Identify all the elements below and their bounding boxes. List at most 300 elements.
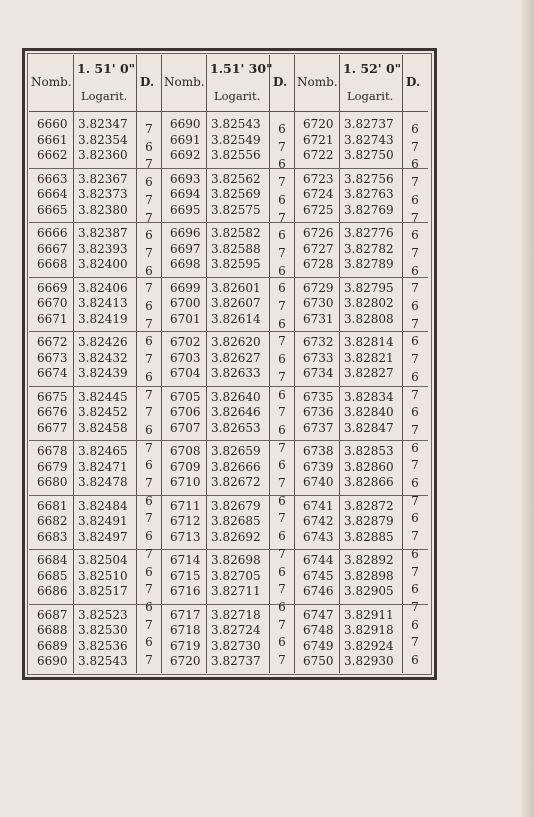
table-number: 6722 (303, 148, 334, 162)
difference-value: 6 (278, 635, 286, 650)
table-logarithm: 3.82556 (211, 148, 261, 162)
table-number: 6750 (303, 654, 334, 668)
column-rule (339, 55, 340, 673)
table-number: 6700 (170, 296, 201, 310)
difference-header: D. (140, 75, 155, 89)
difference-value: 7 (278, 476, 286, 490)
difference-value: 7 (278, 369, 286, 384)
table-logarithm: 3.82393 (78, 241, 128, 256)
difference-value: 6 (278, 564, 286, 579)
difference-value: 6 (278, 192, 286, 207)
difference-value: 6 (411, 653, 419, 667)
difference-header: D. (273, 75, 288, 89)
difference-value: 7 (411, 529, 419, 544)
table-logarithm: 3.82892 (344, 553, 394, 567)
group-rule (295, 277, 428, 278)
table-logarithm: 3.82595 (211, 257, 261, 271)
table-logarithm: 3.82679 (211, 498, 261, 513)
table-number: 6669 (37, 280, 68, 295)
table-logarithm: 3.82504 (78, 553, 128, 567)
difference-value: 6 (145, 422, 153, 437)
table-logarithm: 3.82601 (211, 280, 261, 295)
table-logarithm: 3.82872 (344, 498, 394, 513)
column-rule (402, 55, 403, 673)
difference-value: 7 (411, 316, 419, 331)
table-logarithm: 3.82569 (211, 187, 261, 201)
table-number: 6714 (170, 553, 201, 567)
difference-value: 6 (411, 299, 419, 313)
table-logarithm: 3.82814 (344, 335, 394, 349)
table-number: 6704 (170, 366, 201, 380)
table-number: 6661 (37, 132, 68, 147)
table-number: 6693 (170, 171, 201, 186)
table-number: 6707 (170, 420, 201, 435)
difference-value: 6 (145, 263, 153, 278)
header-rule (295, 111, 428, 112)
table-number: 6747 (303, 607, 334, 622)
difference-value: 7 (145, 440, 153, 455)
difference-value: 7 (278, 546, 286, 561)
page-binding-edge (522, 0, 534, 817)
table-logarithm: 3.82821 (344, 350, 394, 365)
table-logarithm: 3.82646 (211, 405, 261, 419)
table-number: 6687 (37, 607, 68, 622)
table-logarithm: 3.82445 (78, 389, 128, 404)
table-number: 6686 (37, 584, 68, 598)
difference-value: 7 (411, 139, 419, 154)
difference-value: 7 (411, 387, 419, 402)
table-logarithm: 3.82763 (344, 187, 394, 201)
table-logarithm: 3.82911 (344, 607, 394, 622)
table-logarithm: 3.82627 (211, 350, 261, 365)
table-block (29, 55, 162, 673)
table-logarithm: 3.82575 (211, 202, 261, 217)
table-number: 6676 (37, 405, 68, 419)
difference-value: 6 (278, 422, 286, 437)
table-logarithm: 3.82750 (344, 148, 394, 162)
table-number: 6715 (170, 568, 201, 583)
table-number: 6701 (170, 311, 201, 326)
table-logarithm: 3.82530 (78, 623, 128, 637)
table-logarithm: 3.82724 (211, 623, 261, 637)
table-number: 6689 (37, 638, 68, 653)
table-logarithm: 3.82562 (211, 171, 261, 186)
table-number: 6677 (37, 420, 68, 435)
table-number: 6743 (303, 529, 334, 544)
difference-value: 6 (278, 458, 286, 473)
difference-value: 6 (411, 440, 419, 455)
table-logarithm: 3.82730 (211, 638, 261, 653)
table-number: 6667 (37, 241, 68, 256)
difference-value: 6 (411, 228, 419, 243)
table-logarithm: 3.82497 (78, 529, 128, 544)
table-number: 6668 (37, 257, 68, 271)
difference-value: 7 (278, 245, 286, 260)
table-number: 6729 (303, 280, 334, 295)
table-number: 6726 (303, 226, 334, 240)
table-logarithm: 3.82536 (78, 638, 128, 653)
difference-value: 7 (278, 299, 286, 313)
table-number: 6665 (37, 202, 68, 217)
difference-value: 7 (278, 582, 286, 597)
column-rule (269, 55, 270, 673)
difference-value: 7 (145, 316, 153, 331)
table-number: 6683 (37, 529, 68, 544)
difference-value: 7 (411, 564, 419, 579)
group-rule (295, 386, 428, 387)
difference-value: 7 (411, 493, 419, 508)
table-number: 6712 (170, 514, 201, 528)
table-number: 6711 (170, 498, 201, 513)
table-logarithm: 3.82633 (211, 366, 261, 380)
table-logarithm: 3.82607 (211, 296, 261, 310)
table-logarithm: 3.82588 (211, 241, 261, 256)
difference-value: 7 (145, 653, 153, 667)
table-logarithm: 3.82640 (211, 389, 261, 404)
group-rule (162, 277, 295, 278)
table-number: 6691 (170, 132, 201, 147)
table-logarithm: 3.82582 (211, 226, 261, 240)
table-number: 6694 (170, 187, 201, 201)
table-number: 6671 (37, 311, 68, 326)
difference-value: 7 (145, 405, 153, 420)
table-logarithm: 3.82614 (211, 311, 261, 326)
table-logarithm: 3.82924 (344, 638, 394, 653)
logarithm-header: Logarit. (347, 89, 394, 103)
table-number: 6702 (170, 335, 201, 349)
table-number: 6713 (170, 529, 201, 544)
difference-value: 6 (411, 334, 419, 349)
arc-header: 1. 52' 0" (343, 61, 402, 76)
difference-value: 6 (145, 299, 153, 313)
difference-value: 6 (145, 493, 153, 508)
table-logarithm: 3.82360 (78, 148, 128, 162)
difference-value: 7 (145, 511, 153, 526)
nomb-header: Nomb. (31, 75, 72, 89)
difference-value: 6 (145, 175, 153, 190)
table-number: 6670 (37, 296, 68, 310)
table-number: 6735 (303, 389, 334, 404)
table-logarithm: 3.82510 (78, 568, 128, 583)
table-logarithm: 3.82543 (78, 654, 128, 668)
column-rule (206, 55, 207, 673)
table-logarithm: 3.82718 (211, 607, 261, 622)
table-logarithm: 3.82737 (211, 654, 261, 668)
difference-value: 6 (411, 511, 419, 526)
difference-value: 7 (278, 511, 286, 526)
difference-value: 7 (278, 405, 286, 420)
arc-header: 1. 51' 0" (77, 61, 136, 76)
table-logarithm: 3.82930 (344, 654, 394, 668)
table-number: 6737 (303, 420, 334, 435)
table-logarithm: 3.82827 (344, 366, 394, 380)
table-logarithm: 3.82387 (78, 226, 128, 240)
table-number: 6672 (37, 335, 68, 349)
table-logarithm: 3.82698 (211, 553, 261, 567)
difference-value: 6 (145, 635, 153, 650)
difference-value: 7 (145, 157, 153, 172)
table-logarithm: 3.82653 (211, 420, 261, 435)
table-number: 6749 (303, 638, 334, 653)
table-number: 6740 (303, 475, 334, 489)
table-logarithm: 3.82400 (78, 257, 128, 271)
table-number: 6746 (303, 584, 334, 598)
table-logarithm: 3.82853 (344, 444, 394, 458)
table-logarithm: 3.82478 (78, 475, 128, 489)
table-logarithm: 3.82517 (78, 584, 128, 598)
table-logarithm: 3.82808 (344, 311, 394, 326)
column-rule (73, 55, 74, 673)
difference-value: 7 (278, 440, 286, 455)
difference-value: 6 (278, 263, 286, 278)
difference-value: 7 (411, 599, 419, 614)
table-logarithm: 3.82543 (211, 117, 261, 131)
table-logarithm: 3.82776 (344, 226, 394, 240)
table-logarithm: 3.82743 (344, 132, 394, 147)
table-logarithm: 3.82620 (211, 335, 261, 349)
group-rule (29, 277, 162, 278)
table-number: 6680 (37, 475, 68, 489)
table-logarithm: 3.82439 (78, 366, 128, 380)
table-number: 6685 (37, 568, 68, 583)
table-number: 6742 (303, 514, 334, 528)
difference-header: D. (406, 75, 421, 89)
table-number: 6706 (170, 405, 201, 419)
difference-value: 6 (411, 582, 419, 597)
difference-value: 7 (411, 281, 419, 296)
table-number: 6748 (303, 623, 334, 637)
table-logarithm: 3.82685 (211, 514, 261, 528)
logarithm-header: Logarit. (81, 89, 128, 103)
table-number: 6736 (303, 405, 334, 419)
table-logarithm: 3.82419 (78, 311, 128, 326)
difference-value: 7 (278, 210, 286, 225)
difference-value: 6 (411, 476, 419, 490)
table-logarithm: 3.82885 (344, 529, 394, 544)
table-number: 6709 (170, 459, 201, 474)
table-number: 6720 (170, 654, 201, 668)
difference-value: 6 (145, 564, 153, 579)
table-logarithm: 3.82426 (78, 335, 128, 349)
group-rule (162, 386, 295, 387)
table-logarithm: 3.82659 (211, 444, 261, 458)
table-number: 6705 (170, 389, 201, 404)
table-number: 6662 (37, 148, 68, 162)
table-number: 6697 (170, 241, 201, 256)
difference-value: 6 (145, 458, 153, 473)
table-logarithm: 3.82347 (78, 117, 128, 131)
table-number: 6731 (303, 311, 334, 326)
difference-value: 6 (278, 157, 286, 172)
column-rule (136, 55, 137, 673)
table-number: 6720 (303, 117, 334, 131)
table-number: 6732 (303, 335, 334, 349)
table-logarithm: 3.82789 (344, 257, 394, 271)
difference-value: 6 (145, 139, 153, 154)
table-number: 6744 (303, 553, 334, 567)
difference-value: 7 (145, 122, 153, 136)
difference-value: 7 (411, 210, 419, 225)
difference-value: 6 (145, 369, 153, 384)
table-number: 6699 (170, 280, 201, 295)
table-number: 6682 (37, 514, 68, 528)
table-logarithm: 3.82834 (344, 389, 394, 404)
difference-value: 6 (411, 263, 419, 278)
difference-value: 6 (145, 529, 153, 544)
table-logarithm: 3.82847 (344, 420, 394, 435)
difference-value: 7 (145, 617, 153, 632)
table-number: 6684 (37, 553, 68, 567)
difference-value: 6 (145, 599, 153, 614)
table-number: 6710 (170, 475, 201, 489)
difference-value: 7 (411, 422, 419, 437)
difference-value: 6 (411, 405, 419, 420)
nomb-header: Nomb. (164, 75, 205, 89)
table-number: 6716 (170, 584, 201, 598)
table-number: 6725 (303, 202, 334, 217)
difference-value: 6 (145, 334, 153, 349)
table-number: 6660 (37, 117, 68, 131)
table-number: 6739 (303, 459, 334, 474)
table-logarithm: 3.82432 (78, 350, 128, 365)
difference-value: 7 (145, 387, 153, 402)
table-number: 6734 (303, 366, 334, 380)
table-logarithm: 3.82380 (78, 202, 128, 217)
table-logarithm: 3.82484 (78, 498, 128, 513)
table-logarithm: 3.82465 (78, 444, 128, 458)
table-logarithm: 3.82802 (344, 296, 394, 310)
table-logarithm: 3.82795 (344, 280, 394, 295)
table-number: 6688 (37, 623, 68, 637)
arc-header: 1.51' 30" (210, 61, 273, 76)
difference-value: 6 (411, 192, 419, 207)
difference-value: 6 (411, 617, 419, 632)
table-number: 6666 (37, 226, 68, 240)
table-number: 6728 (303, 257, 334, 271)
difference-value: 7 (145, 192, 153, 207)
table-number: 6724 (303, 187, 334, 201)
difference-value: 6 (411, 157, 419, 172)
table-logarithm: 3.82898 (344, 568, 394, 583)
table-number: 6727 (303, 241, 334, 256)
difference-value: 7 (411, 635, 419, 650)
table-logarithm: 3.82737 (344, 117, 394, 131)
difference-value: 6 (278, 529, 286, 544)
logarithm-header: Logarit. (214, 89, 261, 103)
difference-value: 7 (278, 139, 286, 154)
group-rule (295, 331, 428, 332)
difference-value: 7 (278, 334, 286, 349)
table-number: 6690 (37, 654, 68, 668)
table-number: 6723 (303, 171, 334, 186)
table-logarithm: 3.82840 (344, 405, 394, 419)
difference-value: 7 (411, 245, 419, 260)
table-logarithm: 3.82692 (211, 529, 261, 544)
table-number: 6708 (170, 444, 201, 458)
difference-value: 7 (411, 458, 419, 473)
table-number: 6733 (303, 350, 334, 365)
table-block (295, 55, 428, 673)
difference-value: 7 (145, 245, 153, 260)
table-number: 6719 (170, 638, 201, 653)
table-logarithm: 3.82705 (211, 568, 261, 583)
table-logarithm: 3.82672 (211, 475, 261, 489)
table-number: 6703 (170, 350, 201, 365)
table-number: 6696 (170, 226, 201, 240)
difference-value: 7 (411, 352, 419, 367)
table-logarithm: 3.82756 (344, 171, 394, 186)
table-logarithm: 3.82452 (78, 405, 128, 419)
nomb-header: Nomb. (297, 75, 338, 89)
table-number: 6698 (170, 257, 201, 271)
table-number: 6664 (37, 187, 68, 201)
logarithm-table (22, 48, 437, 680)
difference-value: 7 (145, 210, 153, 225)
table-logarithm: 3.82491 (78, 514, 128, 528)
difference-value: 6 (411, 122, 419, 136)
table-number: 6678 (37, 444, 68, 458)
table-number: 6745 (303, 568, 334, 583)
table-number: 6663 (37, 171, 68, 186)
table-logarithm: 3.82782 (344, 241, 394, 256)
table-logarithm: 3.82471 (78, 459, 128, 474)
difference-value: 6 (278, 387, 286, 402)
table-number: 6675 (37, 389, 68, 404)
table-number: 6718 (170, 623, 201, 637)
table-number: 6741 (303, 498, 334, 513)
difference-value: 6 (411, 369, 419, 384)
header-rule (162, 111, 295, 112)
table-logarithm: 3.82860 (344, 459, 394, 474)
table-logarithm: 3.82406 (78, 280, 128, 295)
difference-value: 6 (278, 599, 286, 614)
difference-value: 6 (411, 546, 419, 561)
table-logarithm: 3.82905 (344, 584, 394, 598)
difference-value: 7 (278, 175, 286, 190)
table-number: 6681 (37, 498, 68, 513)
table-number: 6690 (170, 117, 201, 131)
difference-value: 6 (278, 493, 286, 508)
difference-value: 6 (278, 316, 286, 331)
table-logarithm: 3.82918 (344, 623, 394, 637)
group-rule (29, 386, 162, 387)
difference-value: 6 (278, 122, 286, 136)
table-number: 6738 (303, 444, 334, 458)
table-logarithm: 3.82413 (78, 296, 128, 310)
table-number: 6730 (303, 296, 334, 310)
table-number: 6692 (170, 148, 201, 162)
difference-value: 7 (145, 281, 153, 296)
table-number: 6721 (303, 132, 334, 147)
table-logarithm: 3.82666 (211, 459, 261, 474)
difference-value: 6 (278, 228, 286, 243)
difference-value: 7 (145, 582, 153, 597)
table-number: 6674 (37, 366, 68, 380)
table-logarithm: 3.82769 (344, 202, 394, 217)
difference-value: 7 (145, 352, 153, 367)
table-logarithm: 3.82549 (211, 132, 261, 147)
table-logarithm: 3.82458 (78, 420, 128, 435)
group-rule (162, 331, 295, 332)
table-number: 6695 (170, 202, 201, 217)
table-logarithm: 3.82879 (344, 514, 394, 528)
difference-value: 6 (278, 352, 286, 367)
table-number: 6673 (37, 350, 68, 365)
table-logarithm: 3.82367 (78, 171, 128, 186)
difference-value: 6 (278, 281, 286, 296)
difference-value: 7 (278, 617, 286, 632)
group-rule (29, 331, 162, 332)
